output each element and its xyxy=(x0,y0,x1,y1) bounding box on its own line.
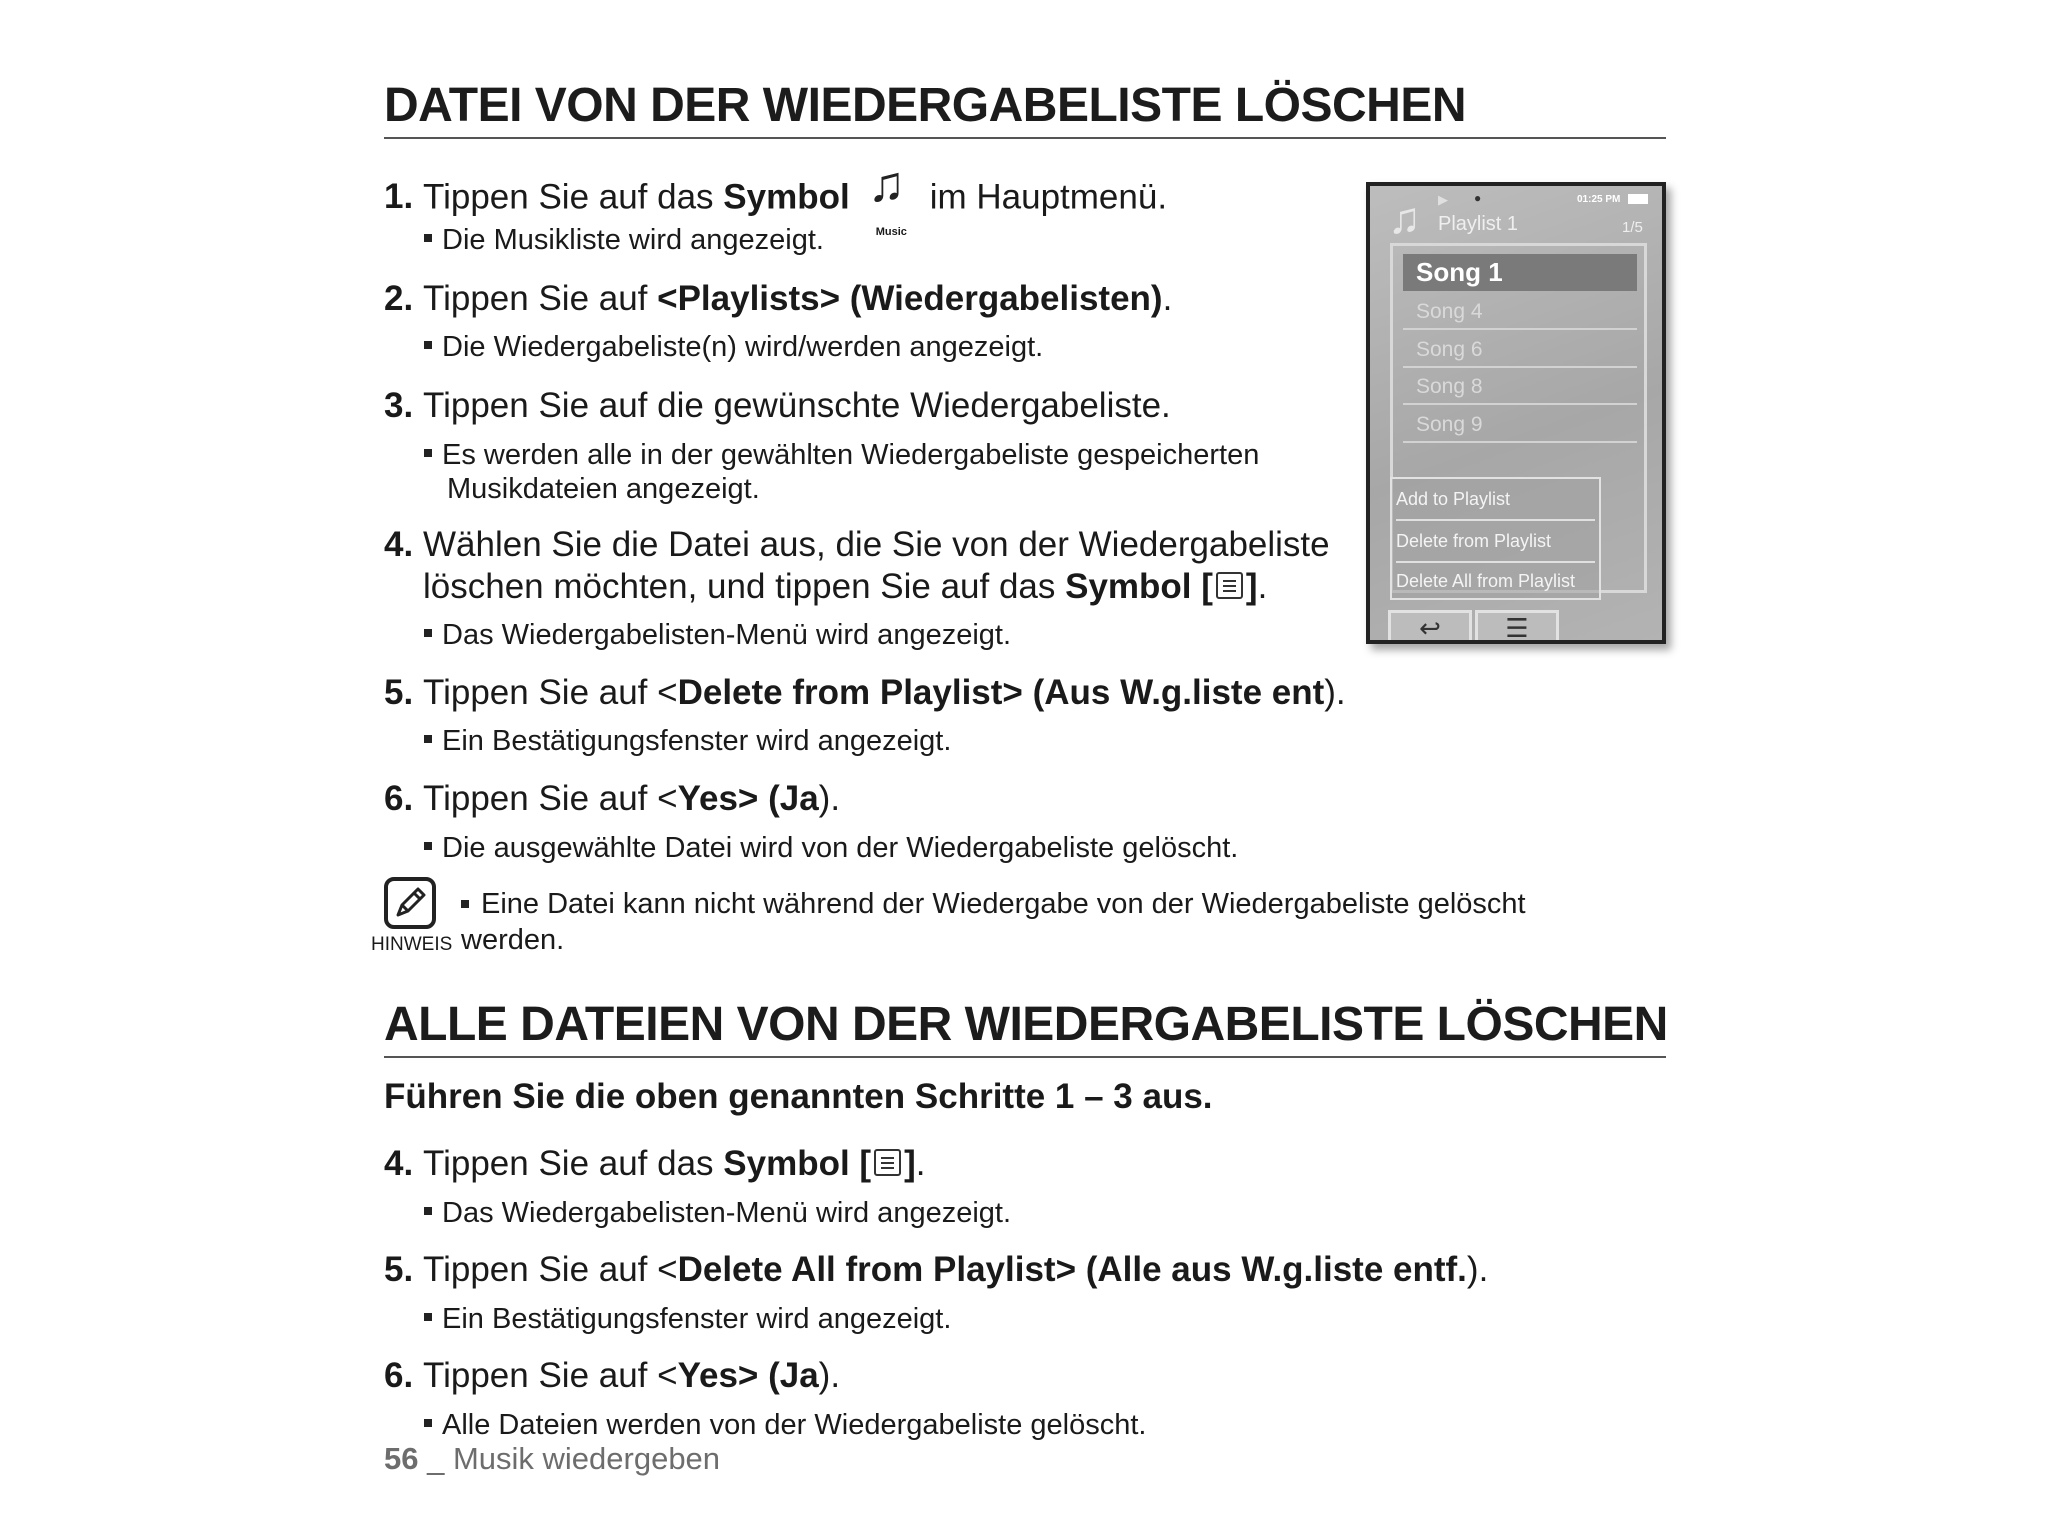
step-3-result: Es werden alle in der gewählten Wiedergabeliste gespeicherten Musikdateien angezeigt. xyxy=(424,438,1259,506)
s2-step-6: 6. Tippen Sie auf <Yes> (Ja). xyxy=(384,1356,841,1395)
note-pencil-icon xyxy=(384,877,436,929)
step-5: 5. Tippen Sie auf <Delete from Playlist> (Aus W.g.liste ent). xyxy=(384,673,1346,712)
s2-step-5: 5. Tippen Sie auf <Delete All from Playlist> (Alle aus W.g.liste entf.). xyxy=(384,1250,1489,1289)
song-item[interactable]: Song 4 xyxy=(1403,293,1637,330)
s2-step-4: 4. Tippen Sie auf das Symbol [ ]. xyxy=(384,1144,926,1183)
step-2: 2. Tippen Sie auf <Playlists> (Wiedergabelisten). xyxy=(384,279,1173,318)
s2-step-6-result: Alle Dateien werden von der Wiedergabeliste gelöscht. xyxy=(424,1408,1146,1442)
song-item[interactable]: Song 9 xyxy=(1403,406,1637,443)
step-5-result: Ein Bestätigungsfenster wird angezeigt. xyxy=(424,724,951,758)
s2-step-4-result: Das Wiedergabelisten-Menü wird angezeigt. xyxy=(424,1196,1011,1230)
music-icon: ♫ Music xyxy=(867,156,907,238)
back-button[interactable] xyxy=(1388,610,1472,644)
step-3: 3. Tippen Sie auf die gewünschte Wiedergabeliste. xyxy=(384,386,1171,425)
device-clock: 01:25 PM xyxy=(1577,194,1621,205)
section-title-delete-all: ALLE DATEIEN VON DER WIEDERGABELISTE LÖSCHEN xyxy=(384,999,1666,1058)
menu-item-delete-all-from-playlist[interactable]: Delete All from Playlist xyxy=(1396,571,1576,591)
step-2-result: Die Wiedergabeliste(n) wird/werden angezeigt. xyxy=(424,330,1043,364)
step-1-result: Die Musikliste wird angezeigt. xyxy=(424,223,824,257)
menu-icon xyxy=(874,1149,901,1176)
step-1: 1. Tippen Sie auf das Symbol ♫ Music im Hauptmenü. xyxy=(384,156,1168,238)
device-popup-menu xyxy=(1390,477,1601,600)
battery-icon xyxy=(1628,194,1648,204)
step-4: 4. Wählen Sie die Datei aus, die Sie von der Wiedergabeliste löschen möchten, und tippen Sie auf das Symbol [ ]. xyxy=(384,525,1330,606)
section-2-lead: Führen Sie die oben genannten Schritte 1 – 3 aus. xyxy=(384,1077,1213,1116)
device-screenshot xyxy=(1366,182,1666,644)
note-text: Eine Datei kann nicht während der Wiedergabe von der Wiedergabeliste gelöscht werden. xyxy=(461,888,1526,956)
menu-item-add-to-playlist[interactable]: Add to Playlist xyxy=(1396,479,1595,521)
song-item[interactable]: Song 6 xyxy=(1403,331,1637,368)
menu-icon xyxy=(1216,572,1243,599)
music-note-icon: ♫ xyxy=(1388,194,1421,243)
back-icon: ↩ xyxy=(1419,613,1441,643)
song-item[interactable]: Song 8 xyxy=(1403,368,1637,405)
menu-button[interactable] xyxy=(1475,610,1559,644)
device-track-count: 1/5 xyxy=(1622,219,1643,236)
song-item-selected[interactable]: Song 1 xyxy=(1403,254,1637,291)
menu-item-delete-from-playlist[interactable]: Delete from Playlist xyxy=(1396,521,1595,563)
note-label: HINWEIS xyxy=(371,934,453,955)
menu-icon: ☰ xyxy=(1505,613,1529,643)
step-6: 6. Tippen Sie auf <Yes> (Ja). xyxy=(384,779,841,818)
section-title-delete-file: DATEI VON DER WIEDERGABELISTE LÖSCHEN xyxy=(384,80,1666,139)
play-icon: ▶ xyxy=(1438,192,1448,207)
step-6-result: Die ausgewählte Datei wird von der Wiedergabeliste gelöscht. xyxy=(424,831,1238,865)
status-dot-icon: ● xyxy=(1474,191,1482,205)
device-playlist-title: Playlist 1 xyxy=(1438,213,1519,235)
s2-step-5-result: Ein Bestätigungsfenster wird angezeigt. xyxy=(424,1302,951,1336)
step-4-result: Das Wiedergabelisten-Menü wird angezeigt. xyxy=(424,618,1011,652)
page-footer: 56 _ Musik wiedergeben xyxy=(384,1441,721,1476)
